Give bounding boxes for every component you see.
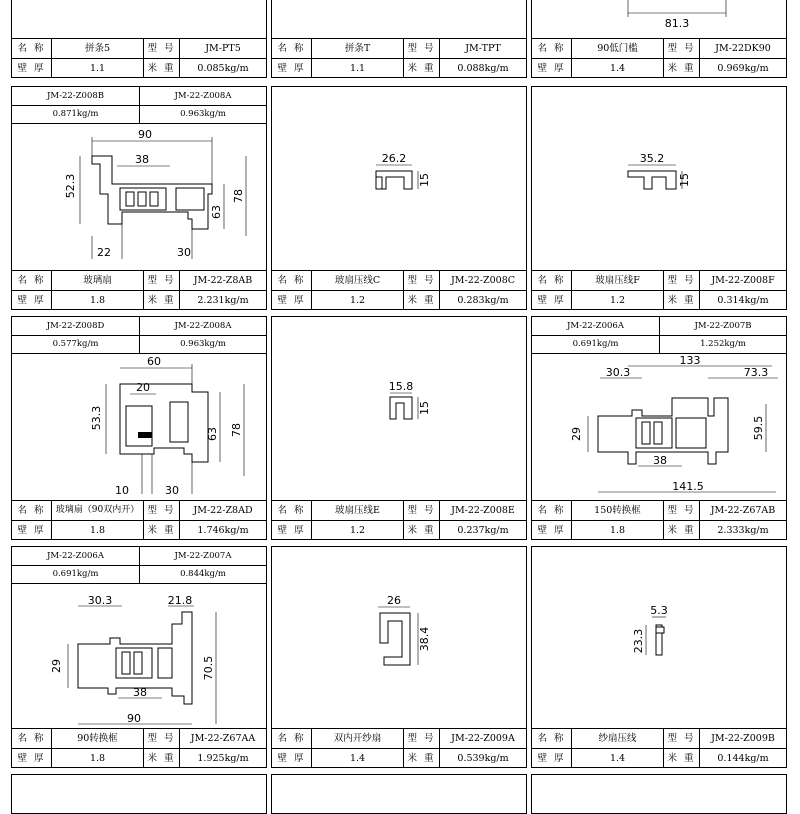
component-codes: [12, 317, 266, 354]
profile-card-transfer-frame-150: [531, 316, 787, 540]
component-code: JM-22-Z008B: [12, 87, 139, 106]
profile-thickness: 1.8: [52, 749, 144, 768]
profile-model: JM-22-Z8AB: [193, 275, 253, 286]
model-label: 型 号: [404, 501, 440, 520]
name-label: 名 称: [12, 39, 52, 58]
weight-label: 米 重: [144, 521, 180, 540]
profile-drawing: [12, 124, 266, 271]
profile-model: JM-22-Z009B: [711, 733, 775, 744]
name-label: 名 称: [272, 39, 312, 58]
weight-label: 米 重: [664, 59, 700, 78]
name-label: 名 称: [532, 39, 572, 58]
dim-label: 30.3: [605, 366, 631, 379]
profile-card-transfer-frame-90: [11, 546, 267, 768]
profile-thickness: 1.4: [572, 59, 664, 78]
profile-card-jm-tpt: [271, 0, 527, 78]
spec-table: [12, 270, 266, 309]
dim-label: 90: [127, 712, 141, 725]
name-label: 名 称: [532, 729, 572, 748]
spec-table: [272, 38, 526, 77]
profile-drawing: [532, 547, 786, 729]
profile-model: JM-TPT: [465, 43, 501, 54]
spec-table: [272, 270, 526, 309]
weight-label: 米 重: [144, 59, 180, 78]
profile-model: JM-22-Z67AA: [190, 733, 256, 744]
dim-label: 38: [653, 454, 667, 467]
thickness-label: 壁 厚: [12, 59, 52, 78]
model-label: 型 号: [664, 39, 700, 58]
profile-model: JM-22-Z008C: [450, 275, 516, 286]
component-codes: [12, 547, 266, 584]
profile-model: JM-22-Z8AD: [193, 505, 253, 516]
profile-drawing: [272, 0, 526, 39]
profile-name: 玻扇压线E: [312, 501, 404, 520]
dim-label: 30.3: [87, 594, 113, 607]
component-weight: 0.963kg/m: [180, 109, 226, 119]
profile-card-jm-22dk90: [531, 0, 787, 78]
spec-table: [272, 500, 526, 539]
dim-label: 141.5: [672, 480, 704, 493]
dim-label: 10: [115, 484, 129, 497]
name-label: 名 称: [12, 729, 52, 748]
model-label: 型 号: [404, 271, 440, 290]
profile-name: 150转换框: [572, 501, 664, 520]
name-label: 名 称: [272, 729, 312, 748]
profile-name: 双内开纱扇: [312, 729, 404, 748]
dim-label: 22: [97, 246, 111, 259]
profile-name: 90转换框: [52, 729, 144, 748]
profile-weight: 0.283kg/m: [457, 295, 509, 306]
profile-thickness: 1.2: [312, 291, 404, 310]
profile-name: 90低门槛: [572, 39, 664, 58]
dim-label: 133: [679, 354, 701, 367]
profile-card-glazing-bead-e: [271, 316, 527, 540]
profile-model: JM-22DK90: [715, 43, 771, 54]
profile-model: JM-22-Z008E: [451, 505, 515, 516]
name-label: 名 称: [12, 501, 52, 520]
weight-label: 米 重: [404, 521, 440, 540]
profile-name: 拼条T: [312, 39, 404, 58]
dim-label: 70.5: [202, 655, 215, 681]
dim-label: 78: [232, 189, 245, 203]
profile-weight: 2.231kg/m: [197, 295, 249, 306]
profile-weight: 0.539kg/m: [457, 753, 509, 764]
profile-model: JM-22-Z009A: [451, 733, 515, 744]
profile-name: 玻璃扇（90双内开）: [52, 501, 144, 520]
profile-model: JM-PT5: [205, 43, 241, 54]
profile-model: JM-22-Z67AB: [710, 505, 776, 516]
thickness-label: 壁 厚: [532, 521, 572, 540]
dim-label: 78: [230, 423, 243, 437]
dim-label: 23.3: [632, 628, 645, 654]
name-label: 名 称: [12, 271, 52, 290]
profile-drawing: [12, 354, 266, 501]
model-label: 型 号: [144, 271, 180, 290]
name-label: 名 称: [272, 271, 312, 290]
profile-name: 拼条5: [52, 39, 144, 58]
spec-table: [532, 270, 786, 309]
dim-label: 29: [570, 427, 583, 441]
profile-card-double-screen-sash: [271, 546, 527, 768]
spec-table: [532, 38, 786, 77]
profile-card-glass-sash-90: [11, 316, 267, 540]
thickness-label: 壁 厚: [272, 749, 312, 768]
thickness-label: 壁 厚: [532, 291, 572, 310]
thickness-label: 壁 厚: [272, 59, 312, 78]
model-label: 型 号: [404, 39, 440, 58]
dim-label: 26.2: [381, 152, 407, 165]
weight-label: 米 重: [404, 749, 440, 768]
profile-weight: 0.085kg/m: [197, 63, 249, 74]
component-code: JM-22-Z006A: [12, 547, 139, 566]
profile-drawing: [12, 0, 266, 39]
component-weight: 0.963kg/m: [180, 339, 226, 349]
component-weight: 0.577kg/m: [52, 339, 99, 349]
thickness-label: 壁 厚: [532, 59, 572, 78]
profile-card-glass-sash: [11, 86, 267, 310]
spec-table: [12, 728, 266, 767]
component-weight: 0.691kg/m: [52, 569, 99, 579]
component-code: JM-22-Z007B: [660, 317, 786, 336]
name-label: 名 称: [272, 501, 312, 520]
profile-drawing: [532, 87, 786, 271]
profile-thickness: 1.1: [52, 59, 144, 78]
thickness-label: 壁 厚: [272, 291, 312, 310]
profile-model: JM-22-Z008F: [711, 275, 775, 286]
dim-label: 26: [387, 594, 401, 607]
profile-thickness: 1.2: [572, 291, 664, 310]
profile-thickness: 1.8: [52, 291, 144, 310]
dim-label: 81.3: [664, 17, 690, 30]
model-label: 型 号: [664, 501, 700, 520]
profile-weight: 0.237kg/m: [457, 525, 509, 536]
profile-card-glazing-bead-f: [531, 86, 787, 310]
profile-card: [271, 774, 527, 814]
component-code: JM-22-Z008A: [140, 317, 266, 336]
dim-label: 60: [147, 355, 161, 368]
spec-table: [272, 728, 526, 767]
component-codes: [12, 87, 266, 124]
weight-label: 米 重: [664, 749, 700, 768]
profile-name: 玻扇压线C: [312, 271, 404, 290]
profile-card: [531, 774, 787, 814]
profile-weight: 0.144kg/m: [717, 753, 769, 764]
dim-label: 90: [138, 128, 152, 141]
profile-weight: 0.088kg/m: [457, 63, 509, 74]
profile-weight: 2.333kg/m: [717, 525, 769, 536]
dim-label: 30: [165, 484, 179, 497]
profile-thickness: 1.2: [312, 521, 404, 540]
dim-label: 20: [136, 381, 150, 394]
component-codes: [532, 317, 786, 354]
component-code: JM-22-Z008A: [140, 87, 266, 106]
model-label: 型 号: [404, 729, 440, 748]
profile-drawing: [12, 584, 266, 729]
profile-weight: 0.969kg/m: [717, 63, 769, 74]
model-label: 型 号: [144, 39, 180, 58]
component-weight: 0.844kg/m: [180, 569, 226, 579]
spec-table: [12, 38, 266, 77]
profile-name: 玻璃扇: [52, 271, 144, 290]
profile-weight: 1.925kg/m: [197, 753, 249, 764]
thickness-label: 壁 厚: [272, 521, 312, 540]
dim-label: 21.8: [167, 594, 193, 607]
profile-drawing: [532, 354, 786, 501]
profile-drawing: [272, 547, 526, 729]
weight-label: 米 重: [404, 59, 440, 78]
dim-label: 29: [50, 659, 63, 673]
dim-label: 63: [210, 205, 223, 219]
profile-thickness: 1.4: [312, 749, 404, 768]
dim-label: 52.3: [64, 173, 77, 199]
profile-card-jm-pt5: [11, 0, 267, 78]
model-label: 型 号: [664, 729, 700, 748]
dim-label: 38.4: [418, 626, 431, 652]
dim-label: 15: [418, 401, 431, 415]
spec-table: [12, 500, 266, 539]
model-label: 型 号: [144, 729, 180, 748]
thickness-label: 壁 厚: [12, 749, 52, 768]
dim-label: 38: [135, 153, 149, 166]
component-code: JM-22-Z007A: [140, 547, 266, 566]
component-weight: 0.871kg/m: [52, 109, 99, 119]
profile-name: 玻扇压线F: [572, 271, 664, 290]
profile-drawing: [272, 317, 526, 501]
weight-label: 米 重: [404, 291, 440, 310]
dim-label: 5.3: [650, 604, 668, 617]
dim-label: 15: [418, 173, 431, 187]
profile-drawing: [532, 0, 786, 39]
dim-label: 30: [177, 246, 191, 259]
model-label: 型 号: [144, 501, 180, 520]
profile-drawing: [272, 87, 526, 271]
dim-label: 63: [206, 427, 219, 441]
profile-name: 纱扇压线: [572, 729, 664, 748]
profile-thickness: 1.8: [572, 521, 664, 540]
profile-thickness: 1.4: [572, 749, 664, 768]
profile-thickness: 1.8: [52, 521, 144, 540]
weight-label: 米 重: [144, 749, 180, 768]
name-label: 名 称: [532, 501, 572, 520]
dim-label: 53.3: [90, 405, 103, 431]
dim-label: 35.2: [639, 152, 665, 165]
name-label: 名 称: [532, 271, 572, 290]
dim-label: 15.8: [388, 380, 414, 393]
component-weight: 1.252kg/m: [700, 339, 746, 349]
dim-label: 38: [133, 686, 147, 699]
weight-label: 米 重: [664, 521, 700, 540]
component-code: JM-22-Z008D: [12, 317, 139, 336]
spec-table: [532, 500, 786, 539]
dim-label: 15: [678, 173, 691, 187]
thickness-label: 壁 厚: [12, 521, 52, 540]
profile-card: [11, 774, 267, 814]
profile-card-screen-bead: [531, 546, 787, 768]
profile-card-glazing-bead-c: [271, 86, 527, 310]
spec-table: [532, 728, 786, 767]
thickness-label: 壁 厚: [532, 749, 572, 768]
component-weight: 0.691kg/m: [572, 339, 619, 349]
profile-weight: 1.746kg/m: [197, 525, 249, 536]
profile-weight: 0.314kg/m: [717, 295, 769, 306]
thickness-label: 壁 厚: [12, 291, 52, 310]
profile-thickness: 1.1: [312, 59, 404, 78]
component-code: JM-22-Z006A: [532, 317, 659, 336]
weight-label: 米 重: [664, 291, 700, 310]
model-label: 型 号: [664, 271, 700, 290]
dim-label: 59.5: [752, 415, 765, 441]
weight-label: 米 重: [144, 291, 180, 310]
dim-label: 73.3: [743, 366, 769, 379]
